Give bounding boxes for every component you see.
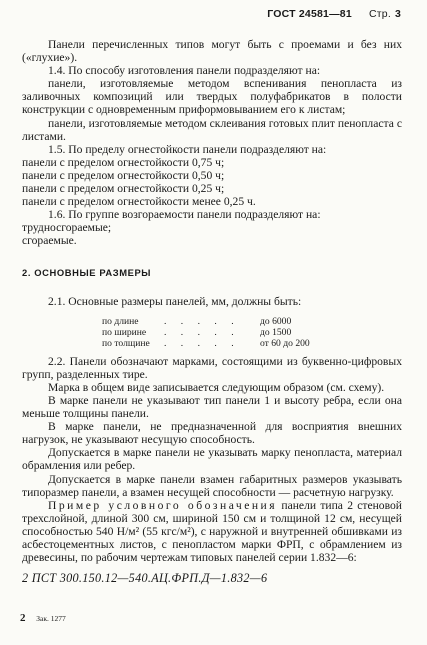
list-item: панели с пределом огнестойкости 0,25 ч; (22, 182, 225, 196)
paragraph: Допускается в марке панели взамен габаритных размеров указывать типоразмер панели, а взамен несущей способности — расчетную нагрузку. (22, 472, 402, 499)
example-paragraph (22, 499, 402, 564)
section-title: 2. ОСНОВНЫЕ РАЗМЕРЫ (22, 266, 152, 278)
standard-number: ГОСТ 24581—81 (267, 8, 352, 20)
list-item: сгораемые. (22, 234, 77, 248)
example-heading: Пример условного обозначения (48, 498, 278, 512)
print-order: Зак. 1277 (36, 614, 66, 623)
paragraph: 2.2. Панели обозначают марками, состоящими из буквенно-цифровых групп, разделенных тире. (22, 354, 402, 381)
paragraph: Допускается в марке панели не указывать марку пенопласта, материал обрамления или ребер. (22, 446, 402, 473)
dimension-row (102, 338, 402, 349)
dimension-leader: . . . . . (164, 315, 240, 327)
dimension-leader: . . . . . (164, 337, 240, 349)
paragraph: В марке панели не указывают тип панели 1 и высоту ребра, если она меньше толщины панели. (22, 393, 402, 421)
paragraph: В марке панели, не предназначенной для восприятия внешних нагрузок, не указывают несущую способность. (22, 420, 402, 447)
page-indicator (369, 8, 401, 20)
paragraph: 1.4. По способу изготовления панели подразделяют на: (48, 64, 321, 78)
paragraph: панели, изготовляемые методом вспенивания пенопласта из заливочных композиций или твердых полуфабрикатов в полости конструкции с одновременным приформовыванием его к листам; (22, 77, 402, 117)
list-item: панели с пределом огнестойкости 0,75 ч; (22, 155, 225, 169)
list-item: панели с пределом огнестойкости менее 0,25 ч. (22, 195, 256, 209)
dimension-label: по ширине (102, 326, 147, 338)
list-item: панели с пределом огнестойкости 0,50 ч; (22, 168, 225, 182)
list-item: трудносгораемые; (22, 221, 112, 235)
footer-page-number: 2 (20, 612, 26, 624)
paragraph: Панели перечисленных типов могут быть с проемами и без них («глухие»). (22, 38, 402, 65)
paragraph: 1.5. По пределу огнестойкости панели подразделяют на: (48, 142, 327, 156)
dimension-row (102, 316, 402, 327)
dimension-value: от 60 до 200 (260, 337, 310, 349)
page-label: Стр. (369, 8, 391, 20)
paragraph: 2.1. Основные размеры панелей, мм, должны быть: (48, 294, 302, 308)
page-footer (20, 612, 66, 624)
paragraph: панели, изготовляемые методом склеивания готовых плит пенопласта с листами. (22, 116, 402, 143)
dimension-label: по длине (102, 315, 139, 327)
dimension-value: до 1500 (260, 326, 292, 338)
paragraph: Марка в общем виде записывается следующим образом (см. схему). (48, 380, 385, 394)
paragraph: 1.6. По группе возгораемости панели подразделяют на: (48, 208, 321, 222)
example-text: панели типа 2 стеновой трехслойной, длиной 300 см, шириной 150 см и толщиной 12 см, несущей способностью 540 Н/м² (55 кгс/м²), с наружной и внутренней обшивками из асбестоцементных листов, с пенопластом марки ФРП, с обрамлением из древесины, по рабочим чертежам типовых панелей серии 1.832—6: (22, 498, 402, 565)
page-header (267, 8, 401, 20)
dimension-row (102, 327, 402, 338)
dimension-value: до 6000 (260, 315, 292, 327)
dimension-label: по толщине (102, 337, 150, 349)
document-body (22, 38, 402, 585)
dimensions-table (102, 316, 402, 349)
dimension-leader: . . . . . (164, 326, 240, 338)
designation-formula: 2 ПСТ 300.150.12—540.АЦ.ФРП.Д—1.832—6 (22, 571, 268, 586)
page-number: 3 (394, 8, 401, 20)
